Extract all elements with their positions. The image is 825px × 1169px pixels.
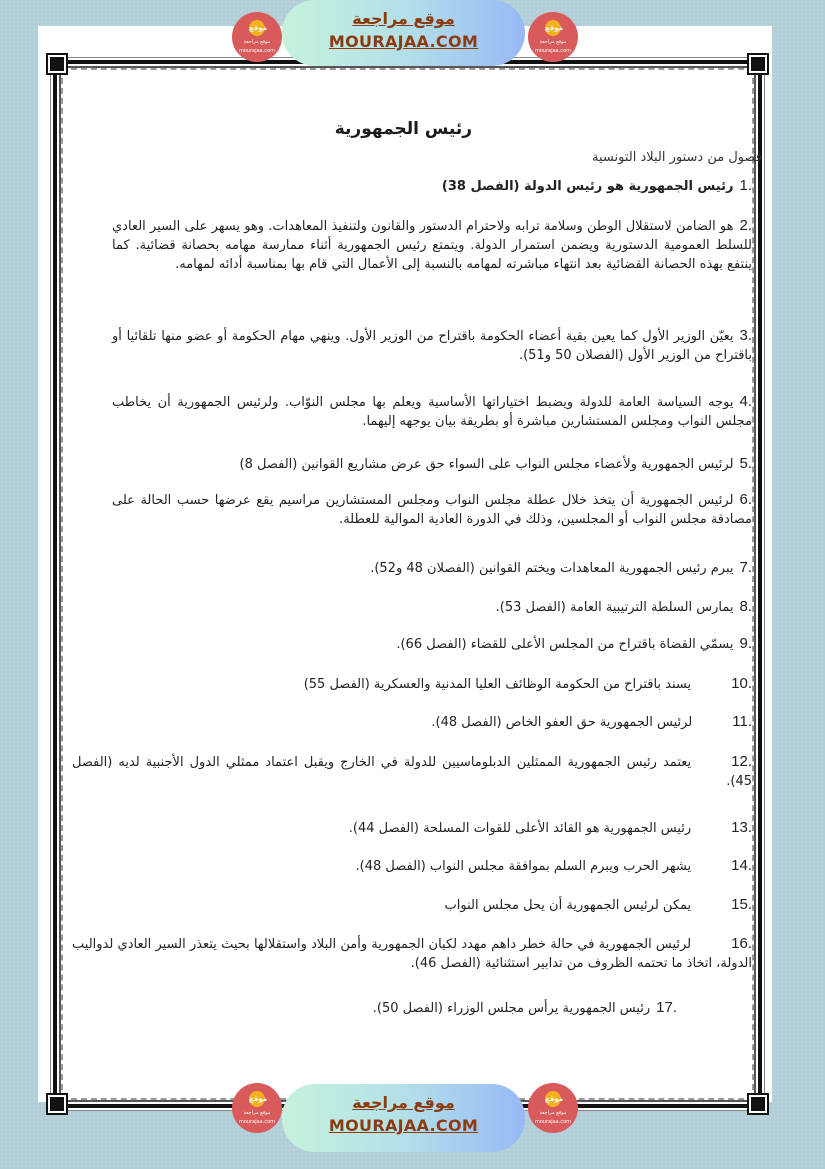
item-text: لرئيس الجمهورية حق العفو الخاص (الفصل 48). bbox=[431, 715, 693, 730]
list-item bbox=[152, 176, 752, 196]
item-number: 15. bbox=[731, 896, 752, 913]
item-text: يسند باقتراح من الحكومة الوظائف العليا المدنية والعسكرية (الفصل 55) bbox=[303, 677, 692, 692]
list-item bbox=[112, 326, 752, 365]
item-number: 7. bbox=[739, 559, 752, 576]
item-text: رئيس الجمهورية هو رئيس الدولة (الفصل 38) bbox=[441, 179, 734, 194]
list-item bbox=[232, 634, 752, 654]
document-title: رئيس الجمهورية bbox=[334, 119, 472, 139]
list-item bbox=[172, 856, 752, 876]
item-text: يعتمد رئيس الجمهورية الممثلين الدبلوماسيين للدولة في الخارج ويقبل اعتماد ممثلي الدول الأجنبية لديه (الفصل 45). bbox=[72, 755, 752, 789]
site-name-arabic[interactable]: موقع مراجعة bbox=[352, 9, 455, 28]
document-page bbox=[38, 26, 772, 1102]
item-text: لرئيس الجمهورية في حالة خطر داهم مهدد لكيان الجمهورية وأمن البلاد واستقلالها بحيث يتعذر السير العادي لدواليب الدولة، اتخاذ ما تحتمه الظروف من تدابير استثنائية (الفصل 46). bbox=[72, 937, 752, 971]
list-item bbox=[172, 674, 752, 694]
item-number: 10. bbox=[731, 675, 752, 692]
item-text: يوجه السياسة العامة للدولة ويضبط اختياراتها الأساسية ويعلم بها مجلس النوّاب. ولرئيس الجمهورية أن يخاطب مجلس النواب ومجلس المستشارين مباشرة أو بطريقة بيان يوجهه إليهما. bbox=[112, 395, 752, 429]
item-text: يعيّن الوزير الأول كما يعين بقية أعضاء الحكومة باقتراح من الوزير الأول. وينهي مهام الحكومة أو عضو منها تلقائيا أو باقتراح من الوزير الأول (الفصلان 50 و51). bbox=[112, 329, 752, 363]
list-item bbox=[112, 216, 752, 274]
list-item bbox=[172, 895, 752, 915]
item-number: 12. bbox=[731, 753, 752, 770]
book-icon: موقع bbox=[545, 20, 561, 36]
site-logo-right[interactable]: موقع موقع مراجعة mourajaa.com bbox=[528, 1083, 578, 1133]
document-subtitle: فصول من دستور البلاد التونسية bbox=[592, 150, 762, 165]
item-text: هو الضامن لاستقلال الوطن وسلامة ترابه ولاحترام الدستور والقانون ولتنفيذ المعاهدات. وهو يسهر على السير العادي للسلط العمومية الدستورية ويضمن استمرار الدولة. ويتمتع رئيس الجمهورية أثناء ممارسة مهامه بحصانة قضائية. كما ينتفع بهذه الحصانة القضائية بعد انتهاء مباشرته لمهامه بالنسبة إلى الأعمال التي قام بها بمناسبة أدائه لمهامه. bbox=[112, 219, 752, 272]
list-item bbox=[232, 558, 752, 578]
site-link-banner-top[interactable] bbox=[282, 0, 525, 66]
site-logo-right[interactable]: موقع موقع مراجعة mourajaa.com bbox=[528, 12, 578, 62]
item-text: يسمّي القضاة باقتراح من المجلس الأعلى للقضاء (الفصل 66). bbox=[396, 637, 734, 652]
list-item bbox=[172, 818, 752, 838]
list-item bbox=[72, 934, 752, 973]
site-logo-left[interactable]: موقع موقع مراجعة mourajaa.com bbox=[232, 12, 282, 62]
list-item bbox=[172, 712, 752, 732]
item-text: رئيس الجمهورية هو القائد الأعلى للقوات المسلحة (الفصل 44). bbox=[348, 821, 692, 836]
item-text: يبرم رئيس الجمهورية المعاهدات ويختم القوانين (الفصلان 48 و52). bbox=[370, 561, 734, 576]
item-number: 17. bbox=[656, 999, 677, 1016]
item-number: 4. bbox=[739, 393, 752, 410]
list-item bbox=[112, 392, 752, 431]
book-icon: موقع bbox=[249, 1091, 265, 1107]
item-number: 9. bbox=[739, 635, 752, 652]
list-item bbox=[157, 998, 677, 1018]
site-name-arabic[interactable]: موقع مراجعة bbox=[352, 1093, 455, 1112]
item-text: رئيس الجمهورية يرأس مجلس الوزراء (الفصل 50). bbox=[372, 1001, 651, 1016]
book-icon: موقع bbox=[249, 20, 265, 36]
document-body bbox=[38, 26, 772, 1102]
list-item bbox=[72, 752, 752, 791]
item-number: 8. bbox=[739, 598, 752, 615]
site-logo-left[interactable]: موقع موقع مراجعة mourajaa.com bbox=[232, 1083, 282, 1133]
site-name-latin[interactable]: MOURAJAA.COM bbox=[328, 32, 479, 51]
list-item bbox=[232, 597, 752, 617]
list-item bbox=[92, 454, 752, 474]
item-text: يمكن لرئيس الجمهورية أن يحل مجلس النواب bbox=[444, 898, 692, 913]
item-text: لرئيس الجمهورية أن يتخذ خلال عطلة مجلس النواب ومجلس المستشارين مراسيم يقع عرضها حسب الحالة على مصادقة مجلس النواب أو المجلسين، وذلك في الدورة العادية الموالية للعطلة. bbox=[112, 493, 752, 527]
item-text: يمارس السلطة الترتيبية العامة (الفصل 53). bbox=[495, 600, 734, 615]
item-number: 11. bbox=[732, 713, 752, 730]
item-number: 5. bbox=[739, 455, 752, 472]
item-number: 3. bbox=[739, 327, 752, 344]
item-number: 6. bbox=[739, 491, 752, 508]
item-number: 13. bbox=[731, 819, 752, 836]
item-number: 1. bbox=[739, 177, 752, 194]
item-number: 16. bbox=[731, 935, 752, 952]
site-name-latin[interactable]: MOURAJAA.COM bbox=[328, 1116, 479, 1135]
site-link-banner-bottom[interactable] bbox=[282, 1084, 525, 1152]
list-item bbox=[112, 490, 752, 529]
item-number: 2. bbox=[739, 217, 752, 234]
book-icon: موقع bbox=[545, 1091, 561, 1107]
item-number: 14. bbox=[731, 857, 752, 874]
item-text: يشهر الحرب ويبرم السلم بموافقة مجلس النواب (الفصل 48). bbox=[355, 859, 692, 874]
item-text: لرئيس الجمهورية ولأعضاء مجلس النواب على السواء حق عرض مشاريع القوانين (الفصل 8) bbox=[239, 457, 734, 472]
